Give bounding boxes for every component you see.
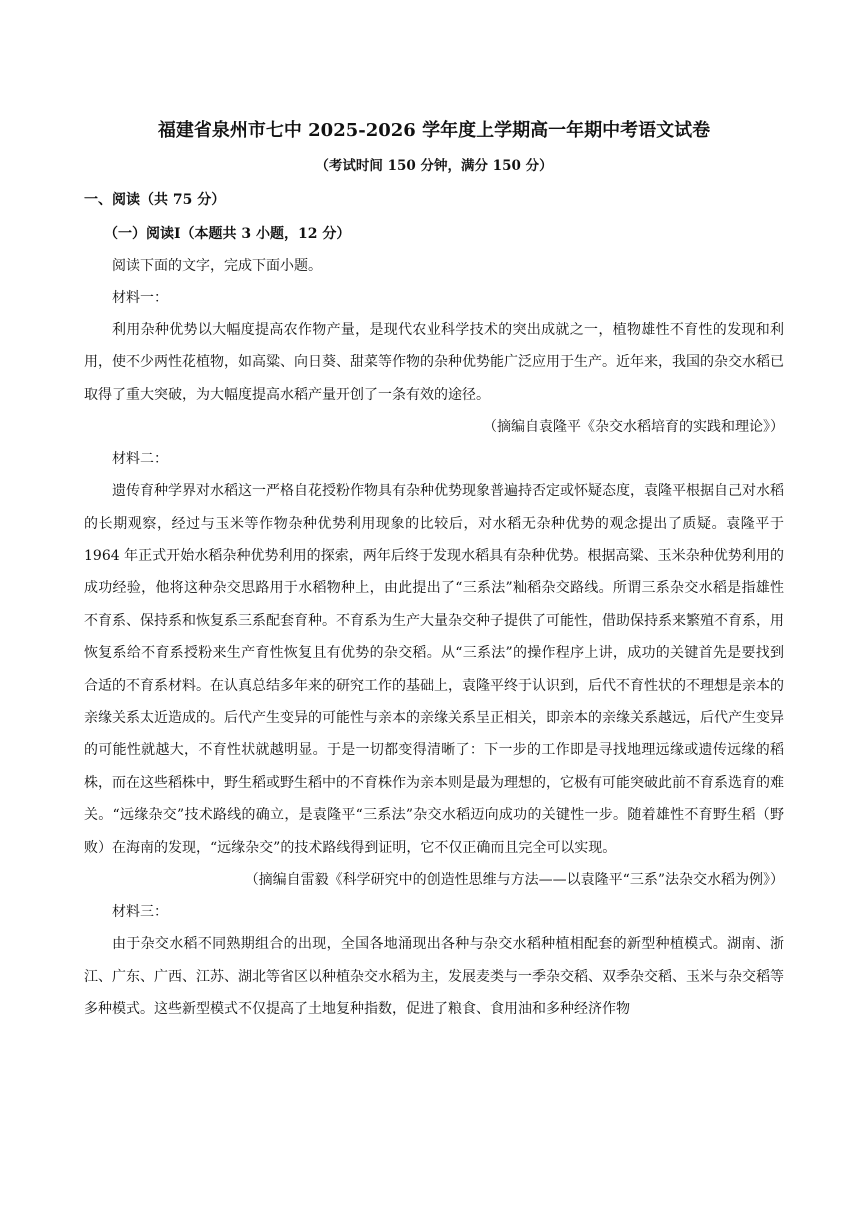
material-3-text: 由于杂交水稻不同熟期组合的出现，全国各地涌现出各种与杂交水稻种植相配套的新型种植模式。湖南、浙江、广东、广西、江苏、湖北等省区以种植杂交水稻为主，发展麦类与一季杂交稻、双季杂交稻、玉米与杂交稻等多种模式。这些新型模式不仅提高了土地复种指数，促进了粮食、食用油和多种经济作物 xyxy=(84,936,784,1017)
section-heading: 一、阅读（共 75 分） xyxy=(84,192,226,208)
exam-time-info: （考试时间 150 分钟，满分 150 分） xyxy=(315,158,553,174)
reading-instruction: 阅读下面的文字，完成下面小题。 xyxy=(112,258,322,274)
material-1-label: 材料一： xyxy=(112,290,168,306)
material-1-source: （摘编自袁隆平《杂交水稻培育的实践和理论》） xyxy=(483,419,784,436)
exam-title: 福建省泉州市七中 2025-2026 学年度上学期高一年期中考语文试卷 xyxy=(157,120,711,141)
subsection-heading: （一）阅读Ⅰ（本题共 3 小题，12 分） xyxy=(104,226,351,242)
material-3-label: 材料三： xyxy=(112,904,168,921)
material-1-text: 利用杂种优势以大幅度提高农作物产量，是现代农业科学技术的突出成就之一，植物雄性不育性的发现和利用，使不少两性花植物，如高粱、向日葵、甜菜等作物的杂种优势能广泛应用于生产。近年来，我国的杂交水稻已取得了重大突破，为大幅度提高水稻产量开创了一条有效的途径。 xyxy=(84,322,784,403)
material-2-source: （摘编自雷毅《科学研究中的创造性思维与方法——以袁隆平“三系”法杂交水稻为例》） xyxy=(244,872,784,889)
material-2-label: 材料二： xyxy=(112,451,168,468)
material-2-text: 遗传育种学界对水稻这一严格自花授粉作物具有杂种优势现象普遍持否定或怀疑态度，袁隆平根据自己对水稻的长期观察，经过与玉米等作物杂种优势利用现象的比较后，对水稻无杂种优势的观念提出了质疑。袁隆平于 1964 年正式开始水稻杂种优势利用的探索，两年后终于发现水稻具有杂种优势。根据高粱、玉米杂种优势利用的成功经验，他将这种杂交思路用于水稻物种上，由此提出了“三系法”籼稻杂交路线。所谓三系杂交水稻是指雄性不育系、保持系和恢复系三系配套育种。不育系为生产大量杂交种子提供了可能性，借助保持系来繁殖不育系，用恢复系给不育系授粉来生产育性恢复且有优势的杂交稻。从“三系法”的操作程序上讲，成功的关键首先是要找到合适的不育系材料。在认真总结多年来的研究工作的基础上，袁隆平终于认识到，后代不育性状的不理想是亲本的亲缘关系太近造成的。后代产生变异的可能性与亲本的亲缘关系呈正相关，即亲本的亲缘关系越远，后代产生变异的可能性就越大，不育性状就越明显。于是一切都变得清晰了：下一步的工作即是寻找地理远缘或遗传远缘的稻株，而在这些稻株中，野生稻或野生稻中的不育株作为亲本则是最为理想的，它极有可能突破此前不育系选育的难关。“远缘杂交”技术路线的确立，是袁隆平“三系法”杂交水稻迈向成功的关键性一步。随着雄性不育野生稻（野败）在海南的发现，“远缘杂交”的技术路线得到证明，它不仅正确而且完全可以实现。 xyxy=(84,483,784,856)
